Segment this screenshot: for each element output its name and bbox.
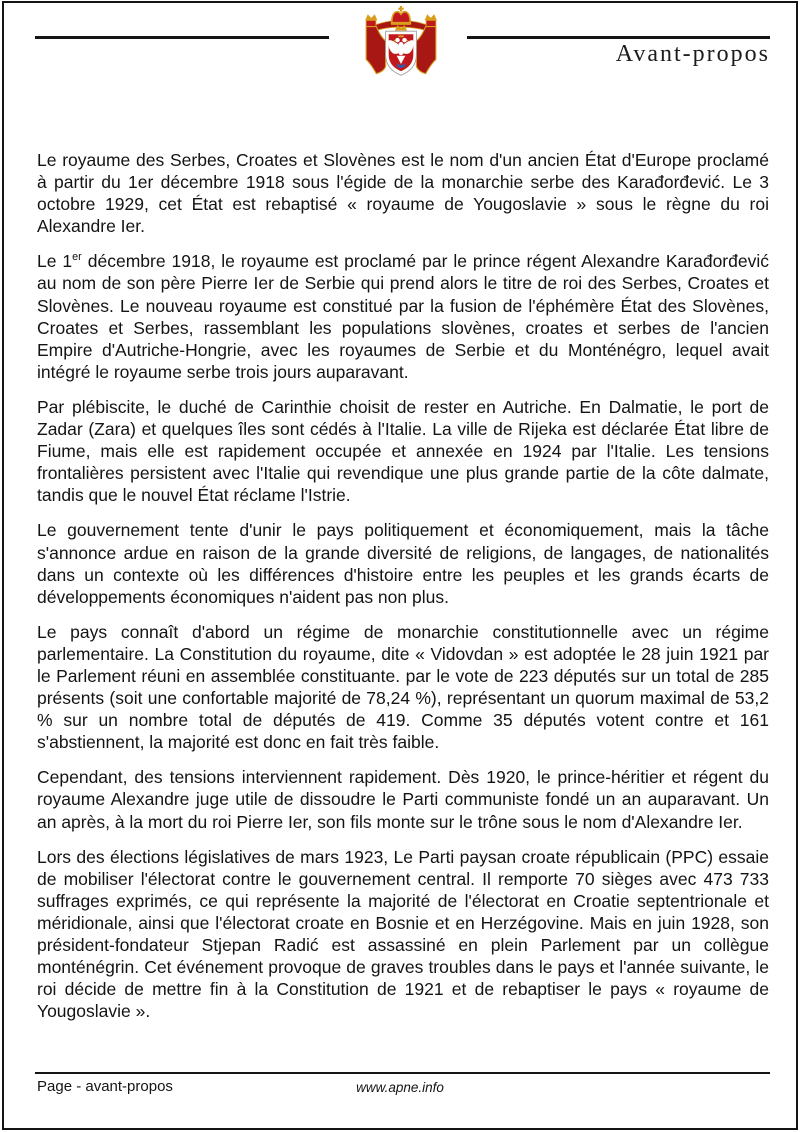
paragraph: Cependant, des tensions interviennent rapidement. Dès 1920, le prince-héritier et régent du royaume Alexandre juge utile de dissoudre le Parti communiste fondé un an auparavant. Un an après, à la mort du roi Pierre Ier, son fils monte sur le trône sous le nom d'Alexandre Ier. — [37, 767, 769, 832]
royal-coat-of-arms-icon — [361, 6, 441, 84]
emblem-left-curtain — [366, 27, 385, 74]
footer-page-label: Page - avant-propos — [37, 1078, 173, 1095]
emblem-right-pillar — [426, 20, 436, 26]
paragraph: Par plébiscite, le duché de Carinthie choisit de rester en Autriche. En Dalmatie, le port de Zadar (Zara) et quelques îles sont cédés à l'Italie. La ville de Rijeka est déclarée État libre de Fiume, mais elle est rapidement occupée et annexée en 1924 par l'Italie. Les tensions frontalières persistent avec l'Italie qui revendique une plus grande partie de la côte dalmate, tandis que le nouvel État réclame l'Istrie. — [37, 396, 769, 506]
header-rule-left — [35, 36, 329, 39]
emblem-left-pillar — [366, 20, 376, 26]
footer-rule — [35, 1072, 770, 1074]
paragraph: Le pays connaît d'abord un régime de monarchie constitutionnelle avec un régime parlementaire. La Constitution du royaume, dite « Vidovdan » est adoptée le 28 juin 1921 par le Parlement réuni en assemblée constituante. par le vote de 223 députés sur un total de 285 présents (soit une confortable majorité de 78,24 %), représentant un quorum maximal de 53,2 % sur un nombre total de députés de 419. Comme 35 députés votent contre et 161 s'abstiennent, la majorité est donc en fait très faible. — [37, 621, 769, 753]
emblem-crown-band — [391, 22, 412, 25]
footer-website: www.apne.info — [356, 1080, 444, 1095]
emblem-left-crown — [365, 14, 377, 20]
paragraph: Lors des élections législatives de mars 1923, Le Parti paysan croate républicain (PPC) essaie de mobiliser l'électorat contre le gouvernement central. Il remporte 70 sièges avec 473 733 suffrages exprimés, ce qui représente la majorité de l'électorat en Croatie septentrionale et méridionale, ainsi que l'électorat croate en Bosnie et en Herzégovine. Mais en juin 1928, son président-fondateur Stjepan Radić est assassiné en plein Parlement par un collègue monténégrin. Cet événement provoque de graves troubles dans le pays et l'année suivante, le roi décide de mettre fin à la Constitution de 1921 et de rebaptiser le pays « royaume de Yougoslavie ». — [37, 846, 769, 1022]
document-body — [37, 149, 769, 1035]
emblem-main-crown — [392, 12, 410, 24]
emblem-cross — [398, 6, 403, 12]
emblem-right-curtain — [416, 27, 435, 74]
paragraph: Le royaume des Serbes, Croates et Slovènes est le nom d'un ancien État d'Europe proclamé à partir du 1er décembre 1918 sous l'égide de la monarchie serbe des Karađorđević. Le 3 octobre 1929, cet État est rebaptisé « royaume de Yougoslavie » sous le règne du roi Alexandre Ier. — [37, 150, 769, 237]
paragraph: Le 1er décembre 1918, le royaume est proclamé par le prince régent Alexandre Karađorđević au nom de son père Pierre Ier de Serbie qui prend alors le titre de roi des Serbes, Croates et Slovènes. Le nouveau royaume est constitué par la fusion de l'éphémère État des Slovènes, Croates et Serbes, rassemblant les populations slovènes, croates et serbes de l'ancien Empire d'Autriche-Hongrie, avec les royaumes de Serbie et du Monténégro, lequel avait intégré le royaume serbe trois jours auparavant. — [37, 251, 769, 382]
page-title: Avant-propos — [615, 41, 770, 67]
header-rule-right — [467, 36, 770, 39]
paragraph: Le gouvernement tente d'unir le pays politiquement et économiquement, mais la tâche s'annonce ardue en raison de la grande diversité de religions, de langages, de nationalités dans un contexte où les différences d'histoire entre les peuples et les grands écarts de développements économiques n'aident pas non plus. — [37, 520, 769, 607]
emblem-right-crown — [425, 14, 437, 20]
